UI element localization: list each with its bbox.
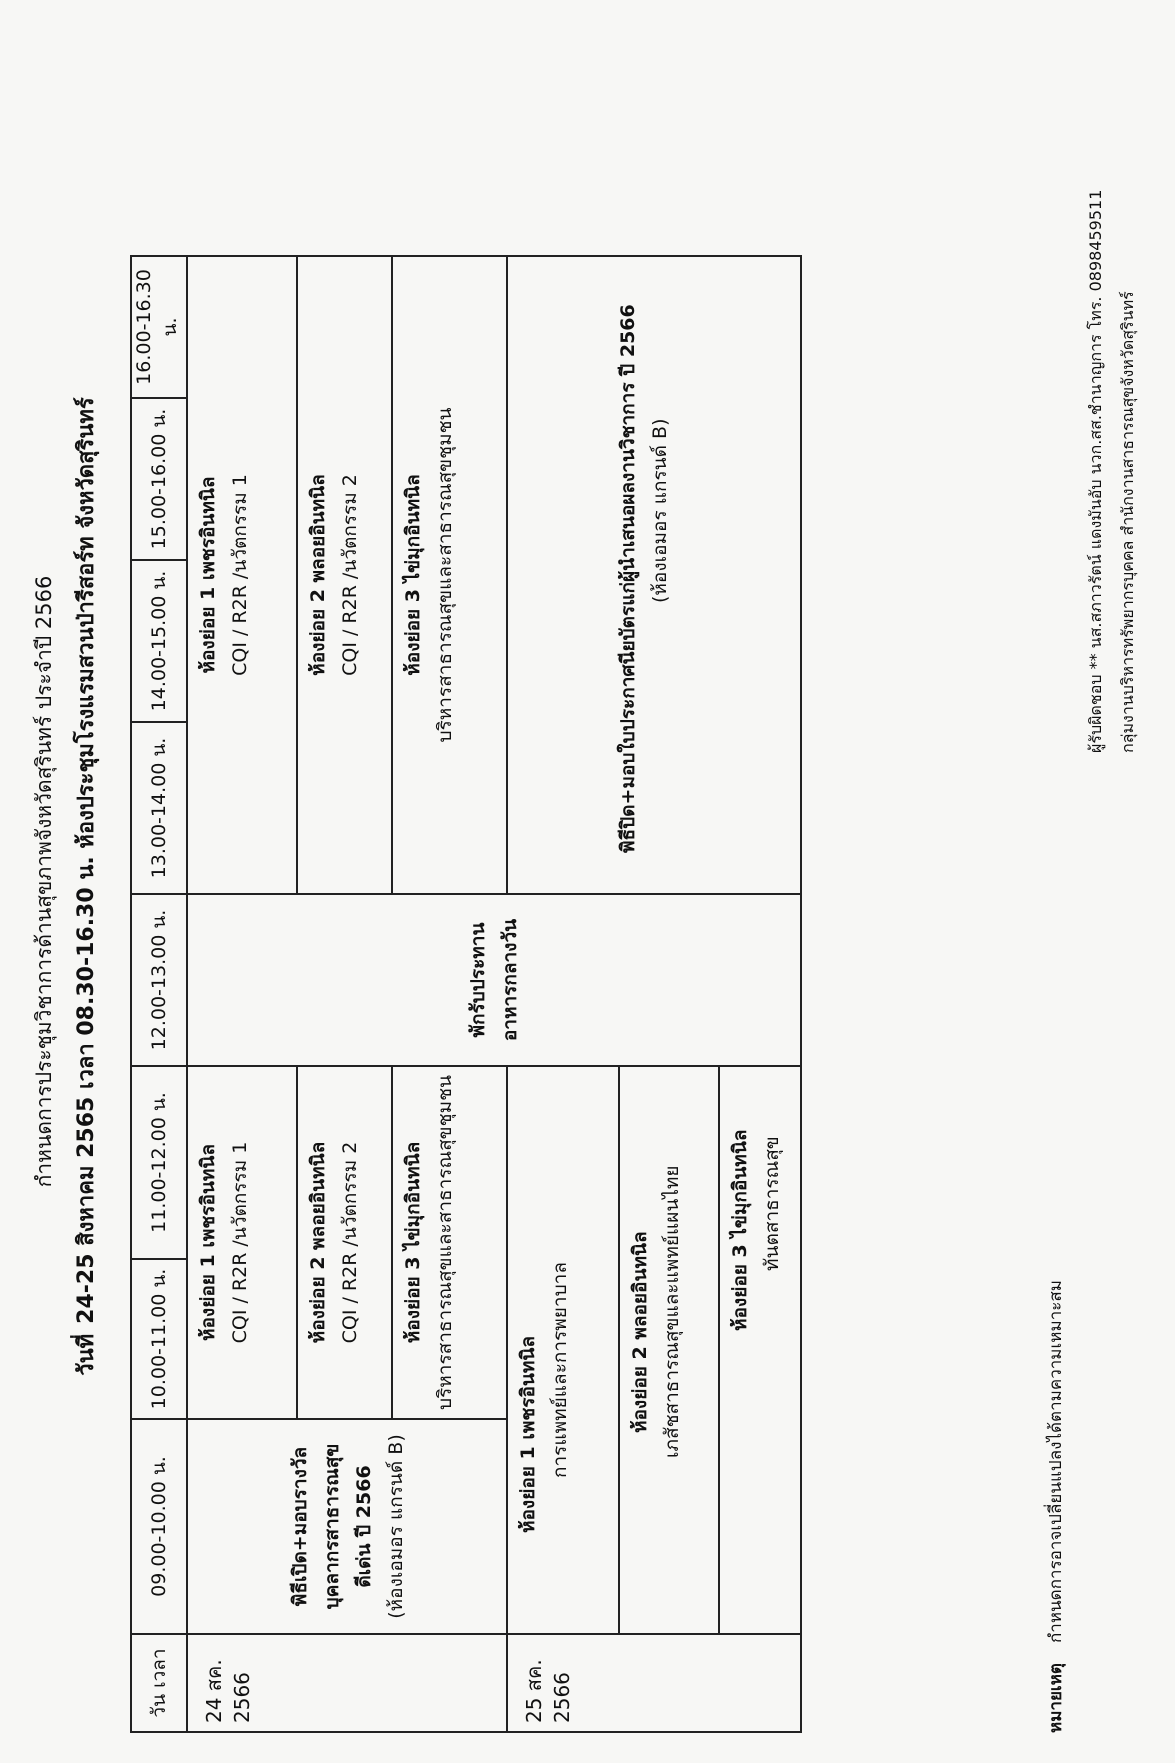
contact-line: ผู้รับผิดชอบ ** นส.สภาวรัตน์ แดงมันอับ นวก.สส.ชำนาญการ โทร. 0898459511 xyxy=(1086,189,1105,753)
room-name: ห้องย่อย 2 พลอยอินทนิล xyxy=(307,474,329,676)
opening-line: พิธีเปิด+มอบรางวัล xyxy=(289,1446,311,1607)
room-name: ห้องย่อย 1 เพชรอินทนิล xyxy=(197,1144,219,1342)
header-1100: 11.00-12.00 น. xyxy=(131,1066,187,1259)
page-subtitle xyxy=(68,0,103,1763)
opening-line: ดีเด่น ปี 2566 xyxy=(353,1465,375,1588)
header-1600: 16.00-16.30 น. xyxy=(131,256,187,398)
header-date: วัน เวลา xyxy=(131,1634,187,1732)
header-1000: 10.00-11.00 น. xyxy=(131,1259,187,1419)
schedule-table xyxy=(130,255,802,1733)
day1-am-room1 xyxy=(188,1067,298,1418)
room-name: ห้องย่อย 2 พลอยอินทนิล xyxy=(307,1141,329,1344)
room-name: ห้องย่อย 1 เพชรอินทนิล xyxy=(197,476,219,674)
lunch-line: พักรับประทาน xyxy=(467,922,489,1038)
room-name: ห้องย่อย 3 ไข่มุกอินทนิล xyxy=(729,1129,751,1331)
day1-pm-room3 xyxy=(393,257,506,893)
opening-line: บุคลากรสาธารณสุข xyxy=(321,1443,343,1610)
page-title: กำหนดการประชุมวิชาการด้านสุขภาพจังหวัดสุรินทร์ ประจำปี 2566 xyxy=(32,575,56,1188)
room-topic: บริหารสาธารณสุขและสาธารณสุขชุมชน xyxy=(434,1075,456,1410)
day2-closing xyxy=(507,256,801,894)
room-name: ห้องย่อย 3 ไข่มุกอินทนิล xyxy=(402,474,424,676)
day2-am-room3 xyxy=(720,1067,800,1633)
lunch-break xyxy=(187,894,801,1066)
header-1400: 14.00-15.00 น. xyxy=(131,560,187,722)
room-name: ห้องย่อย 3 ไข่มุกอินทนิล xyxy=(402,1141,424,1344)
room-topic: CQI / R2R /นวัตกรรม 1 xyxy=(229,1141,251,1344)
contact-line: กลุ่มงานบริหารทรัพยากรบุคคล สำนักงานสาธารณสุขจังหวัดสุรินทร์ xyxy=(1118,291,1137,753)
header-row xyxy=(131,256,187,1732)
notes xyxy=(1042,1280,1069,1733)
day1-row xyxy=(187,256,507,1732)
closing-line: (ห้องเอมอร แกรนด์ B) xyxy=(649,418,671,603)
header-1200: 12.00-13.00 น. xyxy=(131,894,187,1066)
notes-label: หมายเหตุ xyxy=(1046,1663,1066,1733)
day1-pm-room1 xyxy=(188,257,298,893)
room-topic: เภสัชสาธารณสุขและแพทย์แผนไทย xyxy=(661,1165,683,1458)
day1-am-room3 xyxy=(393,1067,506,1418)
opening-line: (ห้องเอมอร แกรนด์ B) xyxy=(385,1434,407,1619)
room-topic: CQI / R2R /นวัตกรรม 2 xyxy=(339,474,361,676)
day2-am-room2 xyxy=(620,1067,720,1633)
day1-opening xyxy=(187,1419,507,1634)
header-1500: 15.00-16.00 น. xyxy=(131,398,187,560)
room-topic: CQI / R2R /นวัตกรรม 1 xyxy=(229,474,251,676)
day1-date: 24 สค. 2566 xyxy=(187,1634,507,1732)
lunch-line: อาหารกลางวัน xyxy=(499,918,521,1042)
day2-date: 25 สค. 2566 xyxy=(507,1634,801,1732)
day1-pm-room2 xyxy=(298,257,393,893)
day1-am-room2 xyxy=(298,1067,393,1418)
day2-am-room1 xyxy=(508,1067,620,1633)
subtitle-label: วันที่ xyxy=(74,1333,99,1376)
header-1300: 13.00-14.00 น. xyxy=(131,722,187,894)
header-0900: 09.00-10.00 น. xyxy=(131,1419,187,1634)
room-topic: CQI / R2R /นวัตกรรม 2 xyxy=(339,1141,361,1344)
room-name: ห้องย่อย 2 พลอยอินทนิล xyxy=(629,1231,651,1433)
room-topic: บริหารสาธารณสุขและสาธารณสุขชุมชน xyxy=(434,407,456,743)
subtitle-text: 24-25 สิงหาคม 2565 เวลา 08.30-16.30 น. ห้องประชุมโรงแรมสวนป่ารีสอร์ท จังหวัดสุรินทร์ xyxy=(74,397,99,1324)
day1-afternoon xyxy=(187,256,507,894)
room-name: ห้องย่อย 1 เพชรอินทนิล xyxy=(517,1335,539,1533)
contact-block xyxy=(1080,190,1144,753)
closing-line: พิธีปิด+มอบใบประกาศนียบัตรแก่ผู้นำเสนอผลงานวิชาการ ปี 2566 xyxy=(617,304,639,853)
room-topic: ทันตสาธารณสุข xyxy=(761,1136,783,1271)
room-topic: การแพทย์และการพยาบาล xyxy=(549,1262,571,1478)
day1-morning xyxy=(187,1066,507,1419)
day2-morning xyxy=(507,1066,801,1634)
notes-text: กำหนดการอาจเปลี่ยนแปลงได้ตามความเหมาะสม xyxy=(1046,1280,1066,1644)
